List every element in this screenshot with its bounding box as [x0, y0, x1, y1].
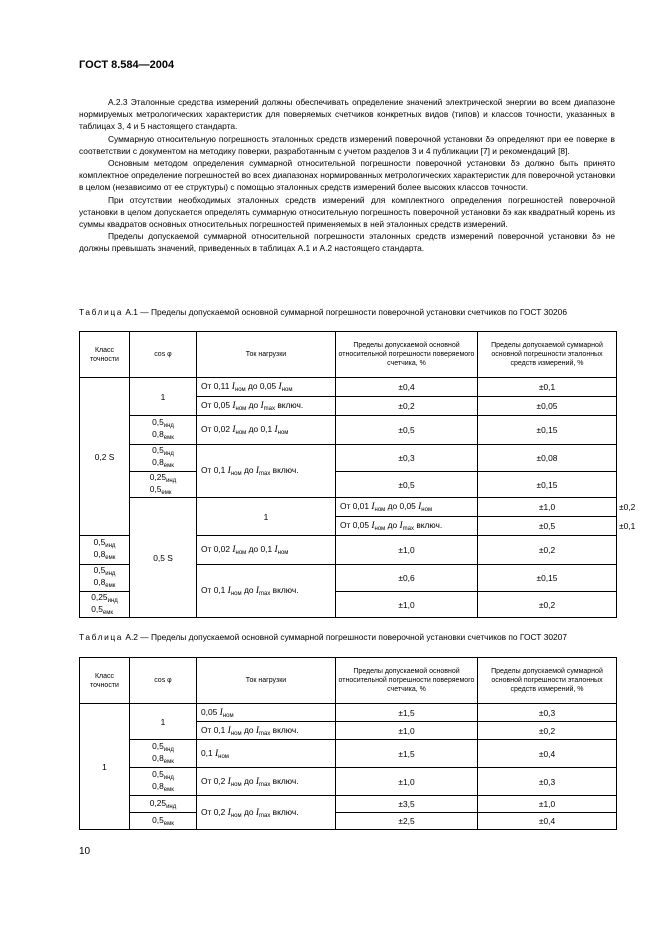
value-cell: ±0,2: [478, 722, 617, 740]
load-cell: От 0,05 $I_{ном}$ до $I_{max}$ включ.: [336, 517, 478, 536]
cos-cell: $0,5_{инд}$ $0,8_{емк}$: [130, 416, 197, 445]
cos-cell: $0,5_{инд}$ $0,8_{емк}$: [130, 445, 197, 472]
table-row: 0,5 S 1 От 0,01 $I_{ном}$ до 0,05 $I_{ном}$ ±1,0 ±0,2: [80, 498, 617, 517]
header-cell: Класс точности: [80, 332, 130, 378]
value-cell: ±1,0: [336, 536, 478, 565]
body-text: [79, 96, 615, 255]
table-a2-caption: [79, 632, 615, 643]
value-cell: ±3,5: [336, 796, 478, 813]
table-row: От 0,05 $I_{ном}$ до $I_{max}$ включ. ±0,5 ±0,1: [80, 517, 617, 536]
table-header-row: [80, 332, 617, 378]
cos-cell: 1: [197, 498, 336, 536]
value-cell: ±0,15: [478, 416, 617, 445]
class-cell: 1: [80, 704, 130, 830]
load-cell: От 0,1 $I_{ном}$ до $I_{max}$ включ.: [197, 722, 336, 740]
header-cell: Пределы допускаемой суммарной основной погрешности эталонных средств измерений, %: [478, 658, 617, 704]
paragraph: Пределы допускаемой суммарной относительной погрешности эталонных средств измерений поверочной установки δэ не должны превышать значений, приведенных в таблицах А.1 и А.2 настоящего стандарта.: [79, 231, 615, 254]
value-cell: ±1,0: [336, 768, 478, 796]
value-cell: ±0,4: [478, 740, 617, 768]
cos-cell: $0,25_{инд}$ $0,5_{емк}$: [130, 472, 197, 498]
value-cell: ±0,15: [478, 472, 617, 498]
cos-cell: $0,25_{инд}$ $0,5_{емк}$: [80, 592, 130, 618]
value-cell: ±2,5: [336, 813, 478, 830]
table-row: [80, 445, 617, 472]
load-cell: От 0,05 $I_{ном}$ до $I_{max}$ включ.: [197, 397, 336, 416]
value-cell: ±1,5: [336, 704, 478, 722]
table-title: А.1 — Пределы допускаемой основной суммарной погрешности поверочной установки счетчиков по ГОСТ 30206: [125, 307, 568, 317]
cos-cell: $0,5_{инд}$ $0,8_{емк}$: [130, 768, 197, 796]
table-row: [80, 416, 617, 445]
header-cell: Ток нагрузки: [197, 332, 336, 378]
load-cell: От 0,2 $I_{ном}$ до $I_{max}$ включ.: [197, 796, 336, 830]
class-cell: 0,2 S: [80, 378, 130, 536]
class-cell: 0,5 S: [130, 498, 197, 618]
load-cell: От 0,1 $I_{ном}$ до $I_{max}$ включ.: [197, 445, 336, 498]
table-row: [80, 768, 617, 796]
paragraph: Суммарную относительную погрешность эталонных средств измерений поверочной установки δэ определяют при ее поверке в соответствии с документом на методику поверки, разработанным с учетом разделов 3 и 4 публикации [7] и рекомендаций [8].: [79, 133, 615, 156]
document-header: ГОСТ 8.584—2004: [79, 59, 175, 71]
value-cell: ±1,0: [478, 498, 617, 517]
cos-cell: $0,5_{емк}$: [130, 813, 197, 830]
cos-cell: $0,5_{инд}$ $0,8_{емк}$: [130, 740, 197, 768]
value-cell: ±0,3: [336, 445, 478, 472]
table-a1-caption: [79, 307, 615, 318]
header-cell: cos φ: [130, 658, 197, 704]
header-cell: Пределы допускаемой основной относительной погрешности поверяемого счетчика, %: [336, 658, 478, 704]
cos-cell: $0,5_{инд}$ $0,8_{емк}$: [80, 536, 130, 565]
load-cell: От 0,02 $I_{ном}$ до 0,1 $I_{ном}$: [197, 416, 336, 445]
load-cell: 0,05 $I_{ном}$: [197, 704, 336, 722]
header-cell: Пределы допускаемой основной относительной погрешности поверяемого счетчика, %: [336, 332, 478, 378]
cos-cell: $0,5_{инд}$ $0,8_{емк}$: [80, 565, 130, 592]
value-cell: ±0,3: [478, 768, 617, 796]
load-cell: От 0,02 $I_{ном}$ до 0,1 $I_{ном}$: [197, 536, 336, 565]
table-title: А.2 — Пределы допускаемой основной суммарной погрешности поверочной установки счетчиков по ГОСТ 30207: [125, 632, 568, 642]
value-cell: ±0,1: [478, 378, 617, 397]
value-cell: ±0,5: [478, 517, 617, 536]
value-cell: ±1,0: [336, 592, 478, 618]
value-cell: ±0,3: [478, 704, 617, 722]
header-cell: Ток нагрузки: [197, 658, 336, 704]
load-cell: От 0,11 $I_{ном}$ до 0,05 $I_{ном}$: [197, 378, 336, 397]
cos-cell: $0,25_{инд}$: [130, 796, 197, 813]
page-number: 10: [79, 846, 91, 857]
table-a1: [79, 331, 636, 618]
value-cell: ±0,5: [336, 472, 478, 498]
table-header-row: [80, 658, 617, 704]
table-row: [80, 704, 617, 722]
cos-cell: 1: [130, 378, 197, 416]
table-a2: [79, 657, 617, 830]
value-cell: ±0,15: [478, 565, 617, 592]
paragraph: А.2.3 Эталонные средства измерений должны обеспечивать определение значений электрической энергии во всем диапазоне нормируемых метрологических характеристик для поверяемых счетчиков конкретных видов (типов) и классов точности, указанных в таблицах 3, 4 и 5 настоящего стандарта.: [79, 97, 615, 132]
paragraph: Основным методом определения суммарной относительной погрешности поверочной установки δэ должно быть принято комплектное определение погрешностей во всех диапазонах нормированных метрологических характеристик для поверочной установки в целом (независимо от ее структуры) с помощью эталонных средств измерений более высоких классов точности.: [79, 158, 615, 193]
table-row: [80, 378, 617, 397]
value-cell: ±0,2: [336, 397, 478, 416]
header-cell: Пределы допускаемой суммарной основной погрешности эталонных средств измерений, %: [478, 332, 617, 378]
value-cell: ±1,0: [478, 796, 617, 813]
header-cell: Класс точности: [80, 658, 130, 704]
load-cell: От 0,01 $I_{ном}$ до 0,05 $I_{ном}$: [336, 498, 478, 517]
load-cell: От 0,2 $I_{ном}$ до $I_{max}$ включ.: [197, 768, 336, 796]
table-label: Таблица: [79, 632, 124, 642]
value-cell: ±0,4: [336, 378, 478, 397]
table-row: [80, 813, 617, 830]
value-cell: ±0,05: [478, 397, 617, 416]
value-cell: ±0,5: [336, 416, 478, 445]
cos-cell: 1: [130, 704, 197, 740]
table-label: Таблица: [79, 307, 124, 317]
load-cell: От 0,1 $I_{ном}$ до $I_{max}$ включ.: [197, 565, 336, 618]
value-cell: ±0,4: [478, 813, 617, 830]
table-row: [80, 740, 617, 768]
value-cell: ±0,6: [336, 565, 478, 592]
value-cell: ±0,08: [478, 445, 617, 472]
value-cell: ±1,0: [336, 722, 478, 740]
table-row: [80, 472, 617, 498]
header-cell: cos φ: [130, 332, 197, 378]
load-cell: 0,1 $I_{ном}$: [197, 740, 336, 768]
value-cell: ±0,2: [478, 592, 617, 618]
table-row: [80, 796, 617, 813]
paragraph: При отсутствии необходимых эталонных средств измерений для комплектного определения погрешностей поверочной установки в целом допускается определять суммарную относительную погрешность поверочной установки δэ как квадратный корень из суммы квадратов основных относительных погрешностей применяемых в ней эталонных средств измерений.: [79, 194, 615, 230]
value-cell: ±0,2: [478, 536, 617, 565]
value-cell: ±1,5: [336, 740, 478, 768]
